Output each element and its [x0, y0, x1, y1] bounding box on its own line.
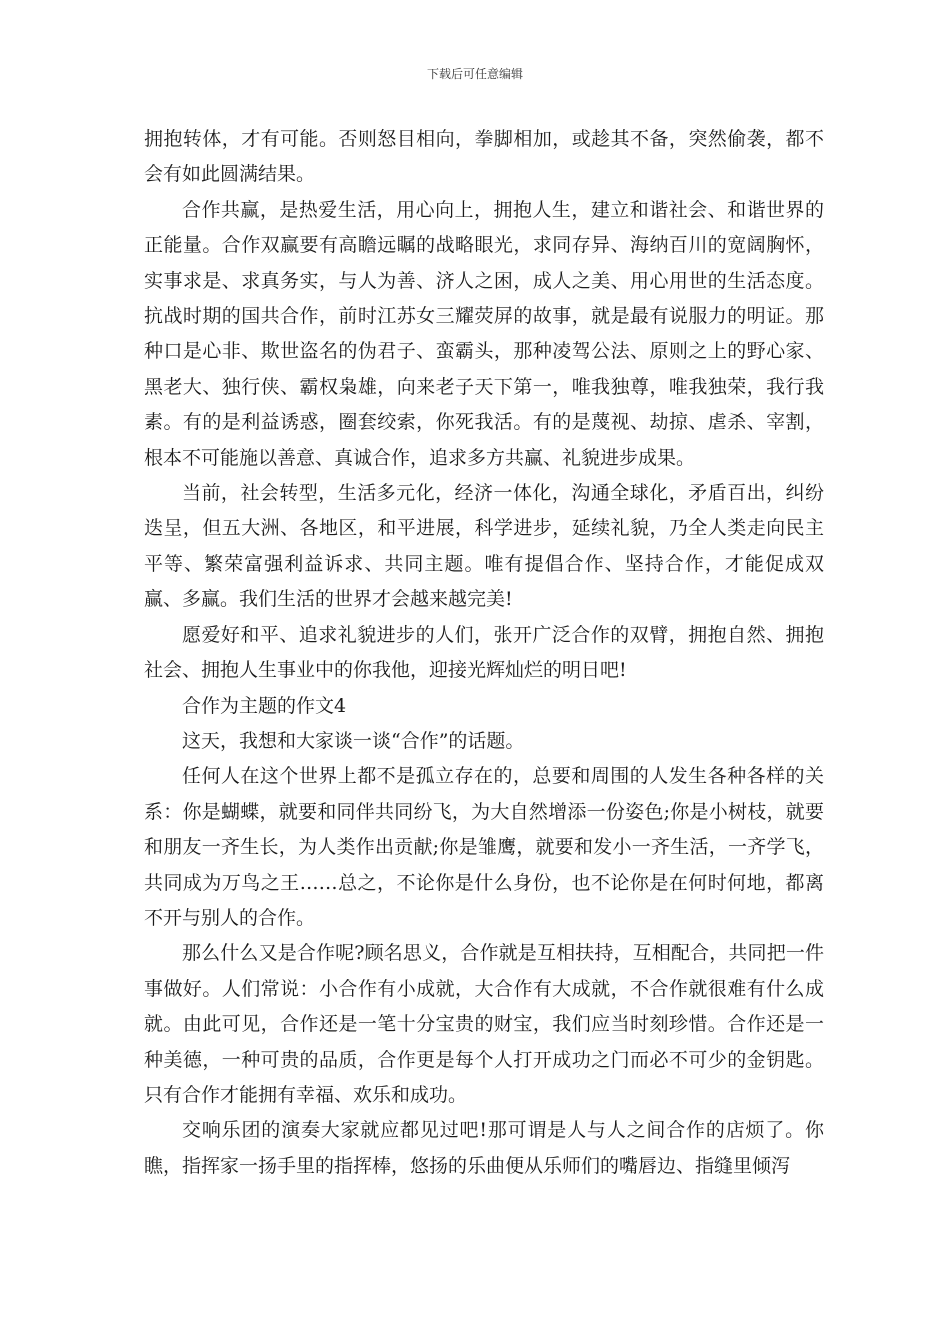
- paragraph: 合作共赢，是热爱生活，用心向上，拥抱人生，建立和谐社会、和谐世界的正能量。合作双赢要有高瞻远瞩的战略眼光，求同存异、海纳百川的宽阔胸怀，实事求是、求真务实，与人为善、济人之困，成人之美、用心用世的生活态度。抗战时期的国共合作，前时江苏女三耀荧屏的故事，就是最有说服力的明证。那种口是心非、欺世盗名的伪君子、蛮霸头，那种凌驾公法、原则之上的野心家、黑老大、独行侠、霸权枭雄，向来老子天下第一，唯我独尊，唯我独荣，我行我素。有的是利益诱惑，圈套绞索，你死我活。有的是蔑视、劫掠、虐杀、宰割，根本不可能施以善意、真诚合作，追求多方共赢、礼貌进步成果。: [144, 198, 824, 469]
- paragraph: 愿爱好和平、追求礼貌进步的人们，张开广泛合作的双臂，拥抱自然、拥抱社会、拥抱人生事业中的你我他，迎接光辉灿烂的明日吧!: [144, 623, 824, 682]
- paragraph: 这天，我想和大家谈一谈“合作”的话题。: [182, 729, 525, 752]
- paragraph: 那么什么又是合作呢?顾名思义，合作就是互相扶持，互相配合，共同把一件事做好。人们常说：小合作有小成就，大合作有大成就，不合作就很难有什么成就。由此可见，合作还是一笔十分宝贵的财宝，我们应当时刻珍惜。合作还是一种美德，一种可贵的品质，合作更是每个人打开成功之门而必不可少的金钥匙。只有合作才能拥有幸福、欢乐和成功。: [144, 942, 824, 1106]
- page-header-note: 下载后可任意编辑: [426, 67, 523, 81]
- section-heading: 合作为主题的作文4: [182, 694, 347, 717]
- paragraph: 任何人在这个世界上都不是孤立存在的，总要和周围的人发生各种各样的关系：你是蝴蝶，就要和同伴共同纷飞，为大自然增添一份姿色;你是小树枝，就要和朋友一齐生长，为人类作出贡献;你是雏鹰，就要和发小一齐生活，一齐学飞，共同成为万鸟之王……总之，不论你是什么身份，也不论你是在何时何地，都离不开与别人的合作。: [144, 765, 824, 929]
- paragraph: 当前，社会转型，生活多元化，经济一体化，沟通全球化，矛盾百出，纠纷迭呈，但五大洲、各地区，和平进展，科学进步，延续礼貌，乃全人类走向民主平等、繁荣富强利益诉求、共同主题。唯有提倡合作、坚持合作，才能促成双赢、多赢。我们生活的世界才会越来越完美!: [144, 482, 824, 611]
- document-body: [144, 122, 824, 1184]
- paragraph: 交响乐团的演奏大家就应都见过吧!那可谓是人与人之间合作的店烦了。你瞧，指挥家一扬手里的指挥棒，悠扬的乐曲便从乐师们的嘴唇边、指缝里倾泻: [144, 1119, 824, 1177]
- paragraph: 拥抱转体，才有可能。否则怒目相向，拳脚相加，或趁其不备，突然偷袭，都不会有如此圆满结果。: [144, 128, 824, 186]
